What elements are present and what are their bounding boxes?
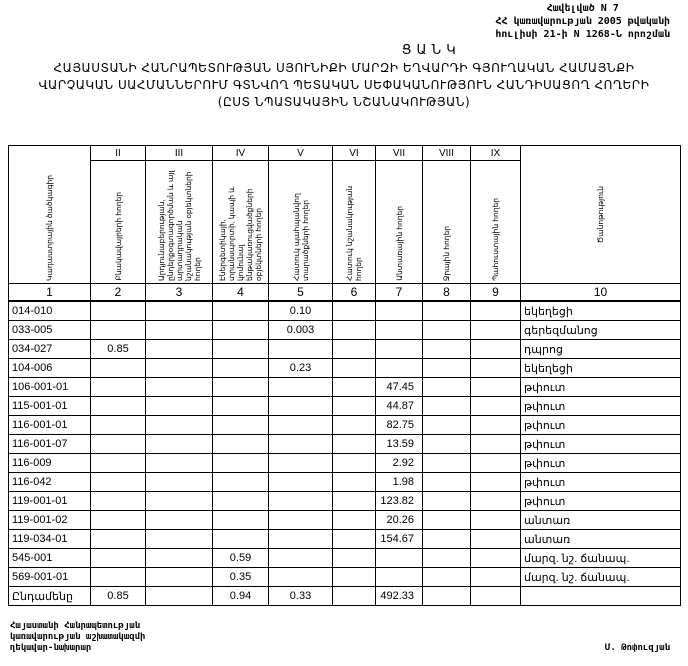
table-row bbox=[9, 359, 681, 378]
cell-col-9 bbox=[471, 301, 521, 321]
cell-col-2 bbox=[91, 359, 146, 378]
col-num-1: 1 bbox=[9, 284, 91, 302]
cell-col-5 bbox=[269, 378, 333, 397]
cell-col-1: 106-001-01 bbox=[9, 378, 91, 397]
cell-col-7: 47.45 bbox=[376, 378, 423, 397]
cell-col-7: 123.82 bbox=[376, 492, 423, 511]
cell-col-2 bbox=[91, 416, 146, 435]
col-num-10: 10 bbox=[521, 284, 681, 302]
cell-col-9 bbox=[471, 340, 521, 359]
cell-col-5 bbox=[269, 416, 333, 435]
cell-col-7 bbox=[376, 301, 423, 321]
table-row bbox=[9, 568, 681, 587]
cell-col-1: 104-006 bbox=[9, 359, 91, 378]
cell-col-6 bbox=[333, 301, 376, 321]
annex-line-1: Հավելված N 7 bbox=[546, 3, 619, 14]
cell-col-5 bbox=[269, 397, 333, 416]
cell-col-7 bbox=[376, 549, 423, 568]
cell-col-10: թփուտ bbox=[521, 454, 681, 473]
table-row bbox=[9, 416, 681, 435]
roman-4: IV bbox=[213, 146, 269, 161]
cell-col-1: 545-001 bbox=[9, 549, 91, 568]
header-col-8: Ջրային հողեր bbox=[423, 161, 471, 284]
cell-col-2 bbox=[91, 301, 146, 321]
col-num-7: 7 bbox=[376, 284, 423, 302]
roman-8: VIII bbox=[423, 146, 471, 161]
cell-col-2 bbox=[91, 530, 146, 549]
cell-col-6 bbox=[333, 416, 376, 435]
cell-col-8 bbox=[423, 340, 471, 359]
signatory-line-3: ղեկավար-նախարար bbox=[10, 643, 92, 653]
cell-col-10: անտառ bbox=[521, 511, 681, 530]
table-row bbox=[9, 511, 681, 530]
roman-3: III bbox=[146, 146, 213, 161]
cell-col-7: 13.59 bbox=[376, 435, 423, 454]
cell-col-8 bbox=[423, 587, 471, 606]
cell-col-9 bbox=[471, 321, 521, 340]
cell-col-3 bbox=[146, 530, 213, 549]
cell-col-5 bbox=[269, 454, 333, 473]
cell-col-9 bbox=[471, 549, 521, 568]
table-row bbox=[9, 301, 681, 321]
header-col-10: Ծանոթություն bbox=[521, 146, 681, 284]
cell-col-9 bbox=[471, 435, 521, 454]
cell-col-4: 0.59 bbox=[213, 549, 269, 568]
cell-col-4 bbox=[213, 435, 269, 454]
roman-9: IX bbox=[471, 146, 521, 161]
cell-col-4 bbox=[213, 321, 269, 340]
cell-col-3 bbox=[146, 473, 213, 492]
cell-col-6 bbox=[333, 511, 376, 530]
total-row bbox=[9, 587, 681, 606]
cell-col-9 bbox=[471, 454, 521, 473]
cell-col-3 bbox=[146, 359, 213, 378]
cell-col-1: 119-034-01 bbox=[9, 530, 91, 549]
cell-col-2 bbox=[91, 321, 146, 340]
cell-col-7: 44.87 bbox=[376, 397, 423, 416]
cell-col-6 bbox=[333, 378, 376, 397]
cell-col-4: 0.35 bbox=[213, 568, 269, 587]
cell-col-6 bbox=[333, 587, 376, 606]
cell-col-3 bbox=[146, 549, 213, 568]
col-num-3: 3 bbox=[146, 284, 213, 302]
cell-col-4 bbox=[213, 340, 269, 359]
cell-col-4 bbox=[213, 301, 269, 321]
cell-col-9 bbox=[471, 359, 521, 378]
cell-col-3 bbox=[146, 568, 213, 587]
cell-col-3 bbox=[146, 454, 213, 473]
cell-col-4 bbox=[213, 359, 269, 378]
cell-col-1: 115-001-01 bbox=[9, 397, 91, 416]
cell-col-9 bbox=[471, 568, 521, 587]
title-line-1: ՀԱՅԱՍՏԱՆԻ ՀԱՆՐԱՊԵՏՈՒԹՅԱՆ ՍՅՈՒՆԻՔԻ ՄԱՐԶԻ ԵՂՎԱՐԴԻ ԳՅՈՒՂԱԿԱՆ ՀԱՄԱՅՆՔԻ bbox=[53, 61, 635, 75]
cell-col-6 bbox=[333, 340, 376, 359]
col-num-8: 8 bbox=[423, 284, 471, 302]
cell-col-7: 82.75 bbox=[376, 416, 423, 435]
cell-col-4 bbox=[213, 530, 269, 549]
cell-col-10: եկեղեցի bbox=[521, 301, 681, 321]
cell-col-10: մարզ. նշ. ճանապ. bbox=[521, 568, 681, 587]
cell-col-2 bbox=[91, 511, 146, 530]
header-col-5: Հատուկ պահպանվող տարածքների հողեր bbox=[269, 161, 333, 284]
cell-col-5: 0.23 bbox=[269, 359, 333, 378]
cell-col-6 bbox=[333, 530, 376, 549]
roman-header-row bbox=[9, 146, 681, 161]
cell-col-9 bbox=[471, 511, 521, 530]
cell-col-10: թփուտ bbox=[521, 416, 681, 435]
cell-col-7 bbox=[376, 321, 423, 340]
col-num-4: 4 bbox=[213, 284, 269, 302]
cell-col-6 bbox=[333, 492, 376, 511]
cell-col-4 bbox=[213, 416, 269, 435]
cell-col-10: գերեզմանոց bbox=[521, 321, 681, 340]
cell-col-8 bbox=[423, 454, 471, 473]
cell-col-5 bbox=[269, 473, 333, 492]
cell-col-2 bbox=[91, 435, 146, 454]
cell-col-5 bbox=[269, 511, 333, 530]
table-row bbox=[9, 454, 681, 473]
cell-col-7: 492.33 bbox=[376, 587, 423, 606]
signatory-title bbox=[10, 621, 145, 654]
signatory-line-2: կառավարության աշխատակազմի bbox=[10, 632, 146, 642]
cell-col-9 bbox=[471, 587, 521, 606]
table-row bbox=[9, 397, 681, 416]
cell-col-7: 2.92 bbox=[376, 454, 423, 473]
signatory-line-1: Հայաստանի Հանրապետության bbox=[10, 621, 141, 631]
column-number-row bbox=[9, 284, 681, 302]
cell-col-8 bbox=[423, 397, 471, 416]
cell-col-8 bbox=[423, 511, 471, 530]
cell-col-2 bbox=[91, 473, 146, 492]
cell-col-5 bbox=[269, 340, 333, 359]
roman-5: V bbox=[269, 146, 333, 161]
cell-col-8 bbox=[423, 568, 471, 587]
cell-col-5: 0.10 bbox=[269, 301, 333, 321]
header-col-1: Կադաստրային ծածկագիր bbox=[9, 146, 91, 284]
header-col-6: Հատուկ նշանակության հողեր bbox=[333, 161, 376, 284]
cell-col-8 bbox=[423, 473, 471, 492]
cell-col-1: 116-001-01 bbox=[9, 416, 91, 435]
title-line-3: (ԸՍՏ ՆՊԱՏԱԿԱՅԻՆ ՆՇԱՆԱԿՈՒԹՅԱՆ) bbox=[217, 95, 471, 109]
cell-col-4 bbox=[213, 473, 269, 492]
cell-col-10: թփուտ bbox=[521, 473, 681, 492]
cell-col-1: 014-010 bbox=[9, 301, 91, 321]
cell-col-9 bbox=[471, 473, 521, 492]
cell-col-1: Ընդամենը bbox=[9, 587, 91, 606]
cell-col-4 bbox=[213, 492, 269, 511]
header-col-7: Անտառային հողեր bbox=[376, 161, 423, 284]
cell-col-2 bbox=[91, 397, 146, 416]
cell-col-10: մարզ. նշ. ճանապ. bbox=[521, 549, 681, 568]
cell-col-2: 0.85 bbox=[91, 587, 146, 606]
cell-col-4 bbox=[213, 454, 269, 473]
cell-col-9 bbox=[471, 492, 521, 511]
cell-col-9 bbox=[471, 378, 521, 397]
table-row bbox=[9, 321, 681, 340]
cell-col-3 bbox=[146, 416, 213, 435]
annex-line-2: ՀՀ կառավարության 2005 թվականի bbox=[495, 16, 670, 27]
cell-col-1: 116-009 bbox=[9, 454, 91, 473]
table-row bbox=[9, 473, 681, 492]
cell-col-10: թփուտ bbox=[521, 397, 681, 416]
cell-col-8 bbox=[423, 492, 471, 511]
cell-col-1: 116-042 bbox=[9, 473, 91, 492]
cell-col-10: դպրոց bbox=[521, 340, 681, 359]
cell-col-5 bbox=[269, 492, 333, 511]
cell-col-9 bbox=[471, 530, 521, 549]
title-heading: Ց Ա Ն Կ bbox=[401, 43, 457, 58]
col-num-2: 2 bbox=[91, 284, 146, 302]
table-row bbox=[9, 530, 681, 549]
header-col-4: Էներգետիկայի, տրանսպորտի, կապի և կոմունալ ենթակառուցվածքների օբյեկտների հողեր bbox=[213, 161, 269, 284]
cell-col-5 bbox=[269, 549, 333, 568]
cell-col-8 bbox=[423, 359, 471, 378]
cell-col-8 bbox=[423, 378, 471, 397]
cell-col-2 bbox=[91, 378, 146, 397]
cell-col-4 bbox=[213, 378, 269, 397]
cell-col-3 bbox=[146, 492, 213, 511]
cell-col-10: թփուտ bbox=[521, 435, 681, 454]
cell-col-9 bbox=[471, 397, 521, 416]
signatory-name: Մ. Թոփուզյան bbox=[604, 643, 670, 653]
cell-col-7: 154.67 bbox=[376, 530, 423, 549]
cell-col-6 bbox=[333, 549, 376, 568]
roman-2: II bbox=[91, 146, 146, 161]
cell-col-5 bbox=[269, 568, 333, 587]
cell-col-2 bbox=[91, 549, 146, 568]
cell-col-9 bbox=[471, 416, 521, 435]
cell-col-8 bbox=[423, 321, 471, 340]
cell-col-2 bbox=[91, 568, 146, 587]
roman-6: VI bbox=[333, 146, 376, 161]
cell-col-8 bbox=[423, 301, 471, 321]
cell-col-5: 0.33 bbox=[269, 587, 333, 606]
table-row bbox=[9, 340, 681, 359]
cell-col-4: 0.94 bbox=[213, 587, 269, 606]
roman-7: VII bbox=[376, 146, 423, 161]
cell-col-10: թփուտ bbox=[521, 492, 681, 511]
cell-col-3 bbox=[146, 340, 213, 359]
cell-col-3 bbox=[146, 511, 213, 530]
col-num-5: 5 bbox=[269, 284, 333, 302]
cell-col-6 bbox=[333, 321, 376, 340]
cell-col-1: 034-027 bbox=[9, 340, 91, 359]
cell-col-6 bbox=[333, 397, 376, 416]
cell-col-6 bbox=[333, 454, 376, 473]
cell-col-6 bbox=[333, 473, 376, 492]
cell-col-10: թփուտ bbox=[521, 378, 681, 397]
cell-col-8 bbox=[423, 416, 471, 435]
cell-col-1: 569-001-01 bbox=[9, 568, 91, 587]
cell-col-2 bbox=[91, 492, 146, 511]
cell-col-6 bbox=[333, 359, 376, 378]
cell-col-10: անտառ bbox=[521, 530, 681, 549]
cell-col-6 bbox=[333, 568, 376, 587]
col-num-6: 6 bbox=[333, 284, 376, 302]
cell-col-4 bbox=[213, 397, 269, 416]
cell-col-10: եկեղեցի bbox=[521, 359, 681, 378]
land-table bbox=[8, 145, 681, 606]
annex-note bbox=[495, 2, 670, 41]
cell-col-1: 033-005 bbox=[9, 321, 91, 340]
document-title bbox=[0, 42, 688, 111]
cell-col-3 bbox=[146, 397, 213, 416]
table-row bbox=[9, 492, 681, 511]
cell-col-3 bbox=[146, 378, 213, 397]
cell-col-5 bbox=[269, 530, 333, 549]
table-row bbox=[9, 435, 681, 454]
cell-col-7 bbox=[376, 340, 423, 359]
cell-col-6 bbox=[333, 435, 376, 454]
cell-col-1: 119-001-02 bbox=[9, 511, 91, 530]
table-row bbox=[9, 378, 681, 397]
cell-col-3 bbox=[146, 587, 213, 606]
header-col-3: Արդյունաբերության, ընդերքօգտագործման և այլ արտադրական նշանակության օբյեկտների հողեր bbox=[146, 161, 213, 284]
cell-col-7: 20.26 bbox=[376, 511, 423, 530]
cell-col-8 bbox=[423, 530, 471, 549]
table-row bbox=[9, 549, 681, 568]
cell-col-7: 1.98 bbox=[376, 473, 423, 492]
title-line-2: ՎԱՐՉԱԿԱՆ ՍԱՀՄԱՆՆԵՐՈՒՄ ԳՏՆՎՈՂ ՊԵՏԱԿԱՆ ՍԵՓԱԿԱՆՈՒԹՅՈՒՆ ՀԱՆԴԻՍԱՑՈՂ ՀՈՂԵՐԻ bbox=[38, 78, 650, 92]
cell-col-10 bbox=[521, 587, 681, 606]
cell-col-8 bbox=[423, 549, 471, 568]
cell-col-2: 0.85 bbox=[91, 340, 146, 359]
cell-col-3 bbox=[146, 321, 213, 340]
header-col-9: Պահուստային հողեր bbox=[471, 161, 521, 284]
cell-col-4 bbox=[213, 511, 269, 530]
cell-col-1: 119-001-01 bbox=[9, 492, 91, 511]
header-col-2: Բնակավայրերի հողեր bbox=[91, 161, 146, 284]
annex-line-3: հուլիսի 21-ի N 1268-Ն որոշման bbox=[495, 29, 670, 40]
cell-col-3 bbox=[146, 435, 213, 454]
cell-col-7 bbox=[376, 359, 423, 378]
cell-col-8 bbox=[423, 435, 471, 454]
col-num-9: 9 bbox=[471, 284, 521, 302]
cell-col-7 bbox=[376, 568, 423, 587]
cell-col-5: 0.003 bbox=[269, 321, 333, 340]
cell-col-2 bbox=[91, 454, 146, 473]
cell-col-3 bbox=[146, 301, 213, 321]
cell-col-1: 116-001-07 bbox=[9, 435, 91, 454]
cell-col-5 bbox=[269, 435, 333, 454]
